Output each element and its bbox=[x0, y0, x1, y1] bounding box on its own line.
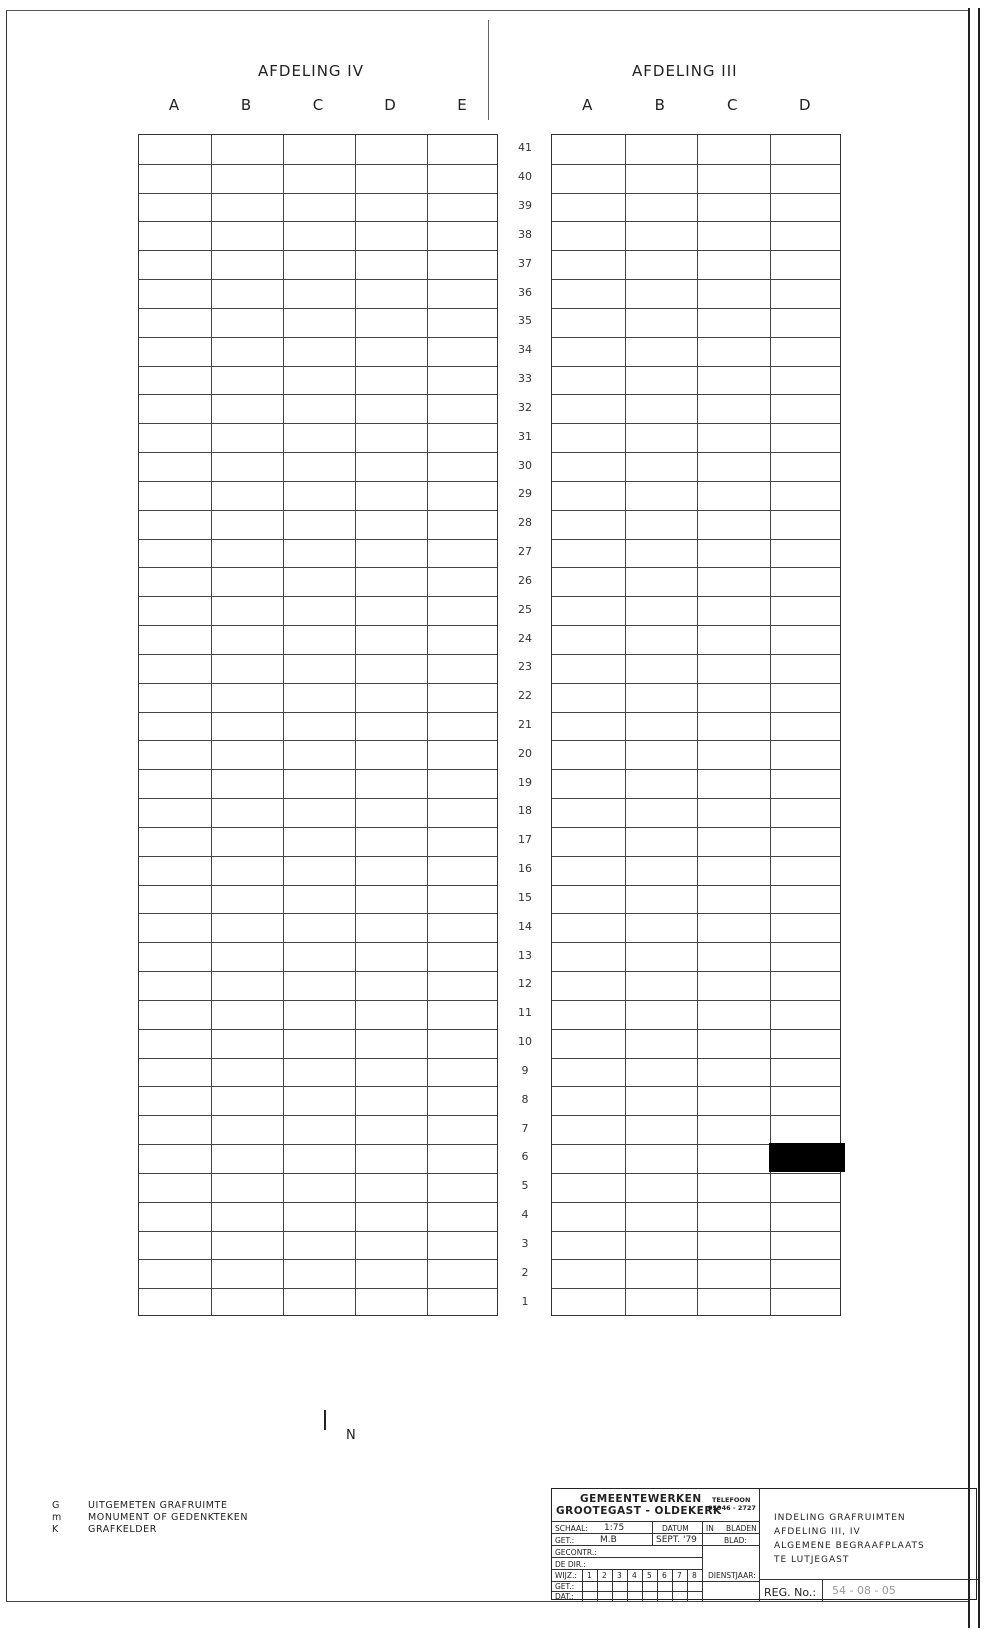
row-number: 23 bbox=[518, 660, 532, 674]
wijz-divider bbox=[687, 1569, 688, 1601]
row-line bbox=[552, 740, 840, 741]
column-header-b: B bbox=[654, 96, 665, 114]
plot-grid-afdeling-iii bbox=[551, 134, 841, 1316]
wijz-number: 3 bbox=[617, 1571, 622, 1580]
column-header-a: A bbox=[168, 96, 180, 114]
de-dir-label: DE DIR.: bbox=[555, 1560, 586, 1569]
description-line: INDELING GRAFRUIMTEN bbox=[774, 1513, 906, 1523]
row-line bbox=[552, 1231, 840, 1232]
row-line bbox=[139, 1202, 497, 1203]
row-number: 12 bbox=[518, 977, 532, 991]
filled-plot bbox=[769, 1143, 846, 1172]
row-line bbox=[139, 193, 497, 194]
row-number: 1 bbox=[521, 1294, 529, 1308]
column-line bbox=[625, 135, 626, 1315]
row-number: 2 bbox=[521, 1265, 529, 1279]
row-line bbox=[139, 1231, 497, 1232]
row-line bbox=[139, 942, 497, 943]
row-number: 39 bbox=[518, 199, 532, 213]
row-line bbox=[139, 452, 497, 453]
wijz-label: WIJZ.: bbox=[555, 1571, 577, 1580]
wijz-number: 6 bbox=[662, 1571, 667, 1580]
row-line bbox=[139, 366, 497, 367]
legend-text: UITGEMETEN GRAFRUIMTE bbox=[88, 1500, 228, 1511]
dienstjaar-label: DIENSTJAAR: bbox=[708, 1571, 756, 1580]
row-number: 17 bbox=[518, 833, 532, 847]
blad-label: BLAD: bbox=[724, 1536, 747, 1545]
row-line bbox=[552, 193, 840, 194]
legend-item bbox=[52, 1512, 248, 1524]
row-number: 19 bbox=[518, 775, 532, 789]
wijz-divider bbox=[642, 1569, 643, 1601]
wijz-number: 5 bbox=[647, 1571, 652, 1580]
wijz-divider bbox=[582, 1569, 583, 1601]
row-line bbox=[139, 423, 497, 424]
wijz-divider bbox=[597, 1569, 598, 1601]
column-line bbox=[355, 135, 356, 1315]
row-line bbox=[552, 250, 840, 251]
row-line bbox=[552, 827, 840, 828]
row-line bbox=[139, 740, 497, 741]
row-line bbox=[552, 1029, 840, 1030]
row-number: 35 bbox=[518, 314, 532, 328]
get2-label: GET.: bbox=[555, 1582, 575, 1591]
bladen-label: BLADEN bbox=[726, 1524, 757, 1533]
column-header-c: C bbox=[727, 96, 738, 114]
row-line bbox=[552, 308, 840, 309]
row-line bbox=[139, 596, 497, 597]
row-line bbox=[552, 683, 840, 684]
row-line bbox=[552, 394, 840, 395]
column-header-a: A bbox=[582, 96, 593, 114]
row-line bbox=[139, 539, 497, 540]
column-header-c: C bbox=[312, 96, 324, 114]
row-line bbox=[552, 510, 840, 511]
column-line bbox=[697, 135, 698, 1315]
north-arrow-icon bbox=[324, 1410, 326, 1430]
row-line bbox=[552, 1288, 840, 1289]
column-header-d: D bbox=[384, 96, 396, 114]
row-line bbox=[552, 1173, 840, 1174]
row-line bbox=[139, 654, 497, 655]
row-number: 9 bbox=[521, 1063, 529, 1077]
row-number: 14 bbox=[518, 919, 532, 933]
row-line bbox=[139, 279, 497, 280]
row-number: 27 bbox=[518, 545, 532, 559]
row-line bbox=[552, 279, 840, 280]
column-line bbox=[211, 135, 212, 1315]
row-line bbox=[552, 769, 840, 770]
wijz-number: 4 bbox=[632, 1571, 637, 1580]
row-line bbox=[139, 769, 497, 770]
description-line: ALGEMENE BEGRAAFPLAATS bbox=[774, 1541, 925, 1551]
row-line bbox=[552, 164, 840, 165]
row-line bbox=[139, 1288, 497, 1289]
row-number: 28 bbox=[518, 516, 532, 530]
section-divider bbox=[488, 20, 489, 120]
wijz-number: 7 bbox=[677, 1571, 682, 1580]
row-line bbox=[552, 366, 840, 367]
row-number: 40 bbox=[518, 170, 532, 184]
column-line bbox=[283, 135, 284, 1315]
legend-item bbox=[52, 1524, 248, 1536]
legend-text: MONUMENT OF GEDENKTEKEN bbox=[88, 1512, 249, 1523]
row-line bbox=[552, 452, 840, 453]
row-line bbox=[552, 1000, 840, 1001]
legend-item bbox=[52, 1500, 248, 1512]
row-line bbox=[552, 856, 840, 857]
row-line bbox=[552, 423, 840, 424]
row-line bbox=[139, 856, 497, 857]
row-number: 24 bbox=[518, 631, 532, 645]
column-header-d: D bbox=[798, 96, 811, 114]
row-number: 13 bbox=[518, 948, 532, 962]
row-line bbox=[552, 1115, 840, 1116]
drawing-description bbox=[774, 1511, 925, 1567]
column-line bbox=[770, 135, 771, 1315]
row-number: 22 bbox=[518, 689, 532, 703]
wijz-divider bbox=[672, 1569, 673, 1601]
row-line bbox=[139, 885, 497, 886]
row-line bbox=[139, 1173, 497, 1174]
schaal-value: 1:75 bbox=[604, 1523, 625, 1533]
row-line bbox=[139, 1115, 497, 1116]
row-line bbox=[139, 567, 497, 568]
row-line bbox=[552, 971, 840, 972]
reg-number-label: REG. No.: bbox=[764, 1586, 817, 1599]
legend-key: m bbox=[52, 1512, 62, 1523]
get-label: GET.: bbox=[555, 1536, 575, 1545]
row-line bbox=[552, 712, 840, 713]
row-number: 7 bbox=[521, 1121, 529, 1135]
row-line bbox=[139, 337, 497, 338]
row-line bbox=[552, 596, 840, 597]
row-number: 6 bbox=[521, 1150, 529, 1164]
gecontr-label: GECONTR.: bbox=[555, 1548, 597, 1557]
row-line bbox=[552, 337, 840, 338]
legend bbox=[52, 1500, 248, 1536]
row-number: 34 bbox=[518, 343, 532, 357]
firm-name: GEMEENTEWERKEN bbox=[580, 1493, 702, 1505]
row-line bbox=[139, 250, 497, 251]
row-number: 32 bbox=[518, 400, 532, 414]
row-number: 29 bbox=[518, 487, 532, 501]
legend-key: G bbox=[52, 1500, 60, 1511]
row-number: 20 bbox=[518, 746, 532, 760]
wijz-divider bbox=[627, 1569, 628, 1601]
column-header-e: E bbox=[457, 96, 467, 114]
schaal-label: SCHAAL: bbox=[555, 1524, 588, 1533]
firm-location: GROOTEGAST - OLDEKERK bbox=[556, 1505, 722, 1517]
row-number: 16 bbox=[518, 862, 532, 876]
row-line bbox=[139, 913, 497, 914]
row-number: 30 bbox=[518, 458, 532, 472]
row-number: 10 bbox=[518, 1035, 532, 1049]
row-line bbox=[139, 1144, 497, 1145]
description-line: AFDELING III, IV bbox=[774, 1527, 861, 1537]
row-line bbox=[139, 510, 497, 511]
row-line bbox=[552, 481, 840, 482]
row-number: 25 bbox=[518, 602, 532, 616]
row-line bbox=[552, 1058, 840, 1059]
row-line bbox=[139, 1000, 497, 1001]
row-line bbox=[552, 885, 840, 886]
phone-number: 05946 - 2727 bbox=[708, 1504, 756, 1512]
datum-value: SEPT. '79 bbox=[656, 1535, 697, 1545]
row-line bbox=[552, 221, 840, 222]
row-number: 15 bbox=[518, 890, 532, 904]
row-line bbox=[139, 683, 497, 684]
row-line bbox=[139, 481, 497, 482]
row-number: 8 bbox=[521, 1092, 529, 1106]
section-heading-afdeling-iv: AFDELING IV bbox=[258, 62, 364, 80]
row-line bbox=[139, 625, 497, 626]
wijz-number: 1 bbox=[587, 1571, 592, 1580]
row-number: 4 bbox=[521, 1208, 529, 1222]
column-line bbox=[427, 135, 428, 1315]
phone-label: TELEFOON bbox=[712, 1496, 751, 1504]
row-line bbox=[139, 221, 497, 222]
sheet-edge-line bbox=[978, 8, 980, 1628]
row-number: 26 bbox=[518, 573, 532, 587]
datum-label: DATUM bbox=[662, 1524, 689, 1533]
wijz-divider bbox=[612, 1569, 613, 1601]
row-line bbox=[139, 712, 497, 713]
north-label: N bbox=[346, 1428, 356, 1443]
legend-key: K bbox=[52, 1524, 59, 1535]
dat-label: DAT.: bbox=[555, 1592, 574, 1601]
row-line bbox=[552, 1086, 840, 1087]
row-number: 18 bbox=[518, 804, 532, 818]
row-line bbox=[139, 394, 497, 395]
row-line bbox=[139, 971, 497, 972]
row-line bbox=[139, 1058, 497, 1059]
in-label: IN bbox=[706, 1524, 714, 1533]
wijz-divider bbox=[657, 1569, 658, 1601]
row-number: 21 bbox=[518, 718, 532, 731]
description-line: TE LUTJEGAST bbox=[774, 1555, 850, 1565]
row-line bbox=[552, 654, 840, 655]
wijz-number: 8 bbox=[692, 1571, 697, 1580]
wijz-number: 2 bbox=[602, 1571, 607, 1580]
row-line bbox=[552, 539, 840, 540]
row-line bbox=[139, 308, 497, 309]
section-heading-afdeling-iii: AFDELING III bbox=[632, 62, 738, 80]
reg-number-value: 54 - 08 - 05 bbox=[832, 1584, 896, 1597]
row-number: 33 bbox=[518, 372, 532, 386]
row-number: 36 bbox=[518, 285, 532, 299]
row-number: 31 bbox=[518, 429, 532, 443]
row-line bbox=[552, 1259, 840, 1260]
row-line bbox=[139, 1029, 497, 1030]
column-header-b: B bbox=[240, 96, 252, 114]
row-line bbox=[552, 567, 840, 568]
row-line bbox=[552, 798, 840, 799]
row-number: 5 bbox=[521, 1179, 529, 1193]
row-number: 11 bbox=[518, 1006, 532, 1020]
row-number: 3 bbox=[521, 1236, 529, 1250]
sheet-edge-line bbox=[968, 8, 970, 1628]
row-line bbox=[552, 942, 840, 943]
row-line bbox=[552, 1202, 840, 1203]
row-number: 37 bbox=[518, 256, 532, 270]
get-value: M.B bbox=[600, 1535, 617, 1545]
row-line bbox=[139, 1259, 497, 1260]
row-number: 41 bbox=[518, 141, 532, 155]
row-line bbox=[139, 1086, 497, 1087]
row-line bbox=[139, 798, 497, 799]
legend-text: GRAFKELDER bbox=[88, 1524, 157, 1535]
row-line bbox=[552, 913, 840, 914]
row-number: 38 bbox=[518, 227, 532, 241]
row-line bbox=[139, 827, 497, 828]
row-line bbox=[552, 625, 840, 626]
title-block bbox=[551, 1488, 977, 1600]
row-line bbox=[139, 164, 497, 165]
plot-grid-afdeling-iv bbox=[138, 134, 498, 1316]
